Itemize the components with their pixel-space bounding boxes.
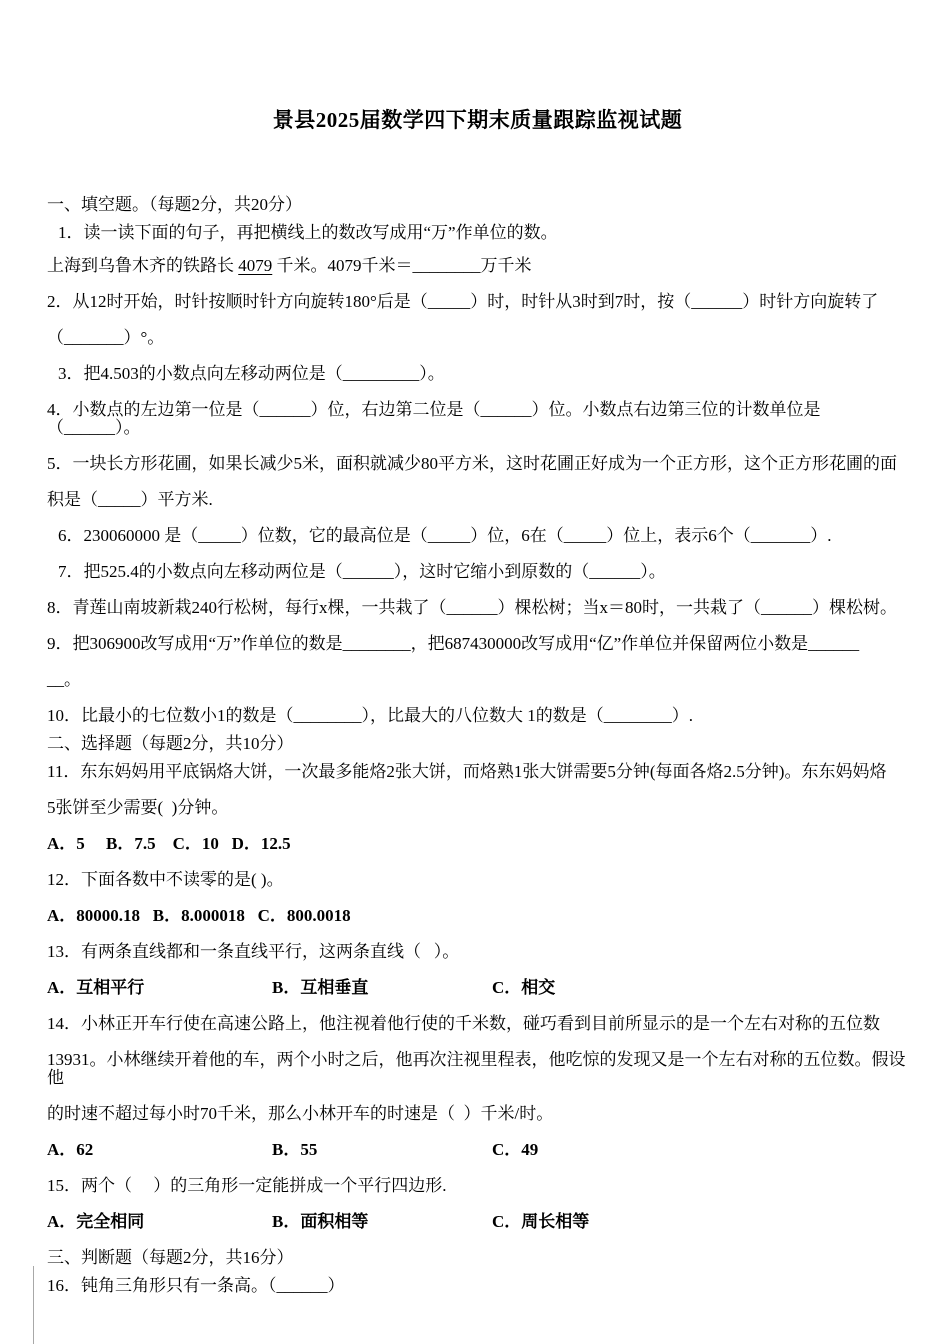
question-13-option-c: C．相交 xyxy=(492,978,556,997)
question-14-option-c: C．49 xyxy=(492,1140,539,1159)
question-9-line-1: 9．把306900改写成用“万”作单位的数是________，把687430000改写成用“亿”作单位并保留两位小数是______ xyxy=(47,634,860,653)
question-6-text: 6．230060000 是（_____）位数，它的最高位是（_____）位，6在（_____）位上，表示6个（_______）. xyxy=(58,526,832,545)
question-7-text: 7．把525.4的小数点向左移动两位是（______），这时它缩小到原数的（______）。 xyxy=(58,562,666,581)
question-13-option-b: B．互相垂直 xyxy=(272,978,369,997)
question-11-line-1: 11．东东妈妈用平底锅烙大饼，一次最多能烙2张大饼，而烙熟1张大饼需要5分钟(每面各烙2.5分钟)。东东妈妈烙 xyxy=(47,762,887,781)
question-10-text: 10．比最小的七位数小1的数是（________），比最大的八位数大 1的数是（________）. xyxy=(47,706,693,725)
question-14-options xyxy=(47,1141,908,1159)
question-1-intro: 1．读一读下面的句子，再把横线上的数改写成用“万”作单位的数。 xyxy=(58,223,558,242)
question-15-options xyxy=(47,1213,908,1231)
question-1-sentence xyxy=(47,257,908,275)
question-8-text: 8．青莲山南坡新栽240行松树，每行x棵，一共栽了（______）棵松树；当x＝80时，一共栽了（______）棵松树。 xyxy=(47,598,897,617)
page-title: 景县2025届数学四下期末质量跟踪监视试题 xyxy=(272,108,683,132)
question-14-line-2: 13931。小林继续开着他的车，两个小时之后，他再次注视里程表，他吃惊的发现又是一个左右对称的五位数。假设他 xyxy=(47,1050,906,1087)
section-1-heading: 一、填空题。（每题2分，共20分） xyxy=(47,195,302,214)
question-15-option-c: C．周长相等 xyxy=(492,1212,590,1231)
question-12-options: A．80000.18 B．8.000018 C．800.0018 xyxy=(47,906,351,925)
question-2-line-1: 2．从12时开始，时针按顺时针方向旋转180°后是（_____）时，时针从3时到7时，按（______）时针方向旋转了 xyxy=(47,292,879,311)
question-14-line-3: 的时速不超过每小时70千米，那么小林开车的时速是（ ）千米/时。 xyxy=(47,1104,554,1123)
question-14-option-a: A．62 xyxy=(47,1140,94,1159)
question-15-option-a: A．完全相同 xyxy=(47,1212,145,1231)
question-4-text: 4．小数点的左边第一位是（______）位，右边第二位是（______）位。小数点右边第三位的计数单位是（______）。 xyxy=(47,400,821,437)
question-1-sentence-suffix: 千米。4079千米＝________万千米 xyxy=(272,256,532,275)
question-9-line-2: __。 xyxy=(47,670,81,689)
section-3-heading: 三、判断题（每题2分，共16分） xyxy=(47,1248,294,1267)
question-14-line-1: 14．小林正开车行使在高速公路上，他注视着他行使的千米数，碰巧看到目前所显示的是一个左右对称的五位数 xyxy=(47,1014,880,1033)
question-1-underlined-number: 4079 xyxy=(238,256,273,275)
question-13-option-a: A．互相平行 xyxy=(47,978,145,997)
question-15-text: 15．两个（ ）的三角形一定能拼成一个平行四边形. xyxy=(47,1176,447,1195)
question-14-option-b: B．55 xyxy=(272,1140,318,1159)
question-16-text: 16．钝角三角形只有一条高。（______） xyxy=(47,1276,345,1295)
question-13-text: 13．有两条直线都和一条直线平行，这两条直线（ ）。 xyxy=(47,942,460,961)
section-2-heading: 二、选择题（每题2分，共10分） xyxy=(47,734,294,753)
question-13-options xyxy=(47,979,908,997)
question-11-options: A．5 B．7.5 C．10 D．12.5 xyxy=(47,834,291,853)
question-11-line-2: 5张饼至少需要( )分钟。 xyxy=(47,798,229,817)
question-5-line-1: 5．一块长方形花圃，如果长减少5米，面积就减少80平方米，这时花圃正好成为一个正方形，这个正方形花圃的面 xyxy=(47,454,897,473)
question-1-sentence-prefix: 上海到乌鲁木齐的铁路长 xyxy=(47,256,239,275)
question-2-line-2: （_______）°。 xyxy=(47,328,165,347)
page-edge-artifact-line xyxy=(33,1266,34,1344)
question-3-text: 3．把4.503的小数点向左移动两位是（_________）。 xyxy=(58,364,445,383)
question-15-option-b: B．面积相等 xyxy=(272,1212,369,1231)
question-12-text: 12．下面各数中不读零的是( )。 xyxy=(47,870,284,889)
question-5-line-2: 积是（_____）平方米. xyxy=(47,490,213,509)
